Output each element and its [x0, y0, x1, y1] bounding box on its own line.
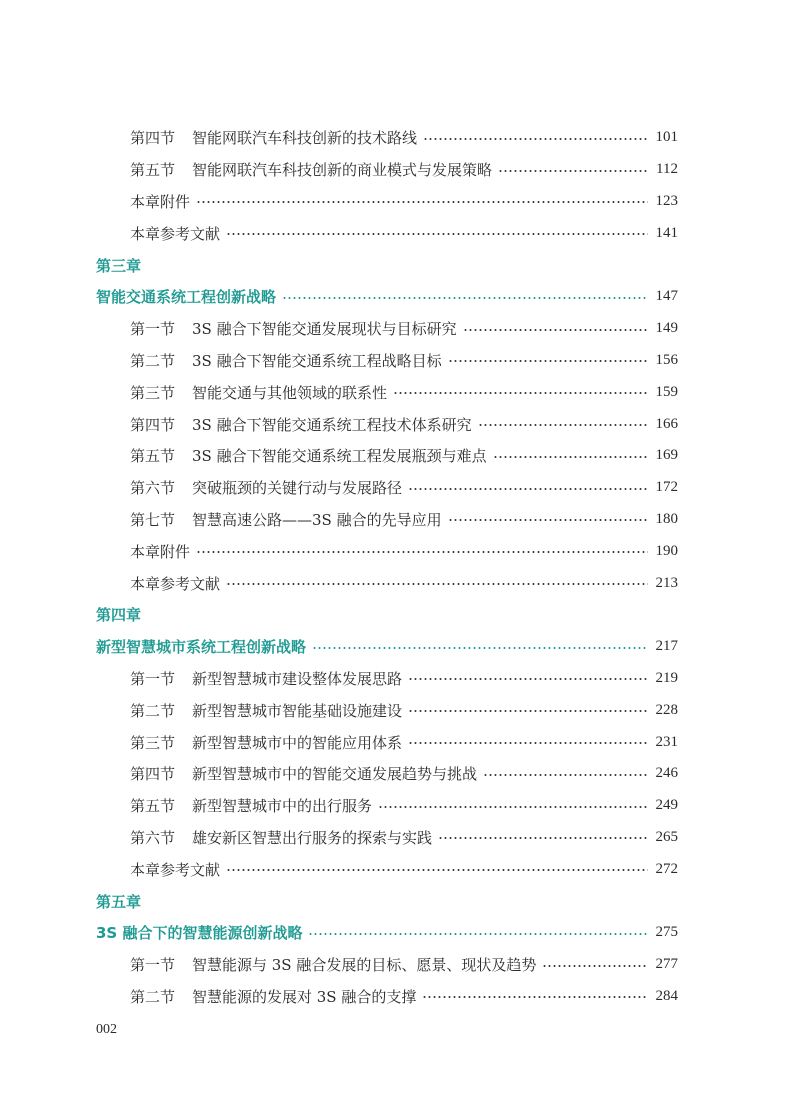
dot-leader — [423, 138, 647, 140]
dot-leader — [196, 201, 647, 203]
section-title: 智能网联汽车科技创新的商业模式与发展策略 — [192, 161, 493, 180]
section-number: 第二节 — [130, 701, 176, 720]
toc-entry[interactable] — [0, 535, 790, 567]
section-number: 第三节 — [130, 383, 176, 402]
section-number: 第六节 — [130, 828, 176, 847]
page-number: 147 — [655, 288, 678, 305]
section-number: 第一节 — [130, 956, 176, 975]
dot-leader — [478, 424, 648, 426]
section-title: 智能网联汽车科技创新的技术路线 — [192, 129, 418, 148]
page-number: 180 — [655, 510, 678, 527]
page-number: 190 — [655, 542, 678, 559]
section-number: 第五节 — [130, 797, 176, 816]
dot-leader — [408, 710, 647, 712]
toc-entry[interactable] — [0, 376, 790, 408]
dot-leader — [408, 742, 647, 744]
section-title: 3S 融合下智能交通系统工程技术体系研究 — [192, 415, 472, 434]
chapter-title-entry[interactable] — [0, 281, 790, 313]
page-number: 272 — [655, 860, 678, 877]
section-number: 第四节 — [130, 415, 176, 434]
dot-leader — [483, 774, 647, 776]
dot-leader — [463, 329, 648, 331]
entry-title: 本章参考文献 — [130, 224, 221, 243]
section-title: 新型智慧城市中的出行服务 — [192, 797, 373, 816]
toc-entry[interactable] — [0, 853, 790, 885]
toc-entry[interactable] — [0, 822, 790, 854]
page-number: 249 — [655, 797, 678, 814]
section-title: 智慧能源的发展对 3S 融合的支撑 — [192, 987, 417, 1006]
entry-title: 本章参考文献 — [130, 574, 221, 593]
section-number: 第六节 — [130, 479, 176, 498]
dot-leader — [226, 869, 647, 871]
section-number: 第一节 — [130, 320, 176, 339]
toc-entry[interactable] — [0, 758, 790, 790]
section-title: 突破瓶颈的关键行动与发展路径 — [192, 479, 403, 498]
dot-leader — [542, 965, 647, 967]
toc-entry[interactable] — [0, 186, 790, 218]
section-title: 新型智慧城市中的智能交通发展趋势与挑战 — [192, 765, 478, 784]
dot-leader — [448, 519, 648, 521]
dot-leader — [282, 297, 647, 299]
section-title: 3S 融合下智能交通系统工程战略目标 — [192, 351, 442, 370]
toc-entry[interactable] — [0, 726, 790, 758]
chapter-title: 智能交通系统工程创新战略 — [96, 288, 277, 307]
section-title: 智慧高速公路——3S 融合的先导应用 — [192, 510, 442, 529]
toc-entry[interactable] — [0, 472, 790, 504]
toc-entry[interactable] — [0, 981, 790, 1013]
entry-title: 本章参考文献 — [130, 860, 221, 879]
page-number: 217 — [655, 638, 678, 655]
entry-title: 本章附件 — [130, 192, 191, 211]
toc-entry[interactable] — [0, 790, 790, 822]
section-title: 智能交通与其他领域的联系性 — [192, 383, 388, 402]
toc-entry[interactable] — [0, 567, 790, 599]
dot-leader — [226, 583, 647, 585]
toc-entry[interactable] — [0, 949, 790, 981]
chapter-title-entry[interactable] — [0, 917, 790, 949]
section-number: 第五节 — [130, 161, 176, 180]
page-number: 166 — [655, 415, 678, 432]
section-number: 第三节 — [130, 733, 176, 752]
page-number: 156 — [655, 351, 678, 368]
page-number: 112 — [656, 161, 678, 178]
section-number: 第七节 — [130, 510, 176, 529]
toc-entry[interactable] — [0, 440, 790, 472]
chapter-label: 第五章 — [96, 892, 142, 911]
chapter-label: 第三章 — [96, 256, 142, 275]
page-number: 284 — [655, 987, 678, 1004]
chapter-label: 第四章 — [96, 606, 142, 625]
section-number: 第二节 — [130, 351, 176, 370]
toc-entry[interactable] — [0, 663, 790, 695]
page-number: 149 — [655, 320, 678, 337]
dot-leader — [448, 360, 648, 362]
section-title: 雄安新区智慧出行服务的探索与实践 — [192, 828, 433, 847]
page-number: 277 — [655, 956, 678, 973]
dot-leader — [312, 647, 647, 649]
dot-leader — [226, 233, 647, 235]
dot-leader — [422, 996, 647, 998]
toc-entry[interactable] — [0, 504, 790, 536]
page-number: 246 — [655, 765, 678, 782]
dot-leader — [408, 488, 647, 490]
chapter-title-entry[interactable] — [0, 631, 790, 663]
page-number: 231 — [655, 733, 678, 750]
page-number: 275 — [655, 924, 678, 941]
page-number: 228 — [655, 701, 678, 718]
toc-entry[interactable] — [0, 154, 790, 186]
section-title: 3S 融合下智能交通发展现状与目标研究 — [192, 320, 457, 339]
toc-entry[interactable] — [0, 694, 790, 726]
page-number: 265 — [655, 828, 678, 845]
chapter-title: 新型智慧城市系统工程创新战略 — [96, 638, 307, 657]
table-of-contents — [0, 122, 790, 1012]
section-number: 第五节 — [130, 447, 176, 466]
section-title: 智慧能源与 3S 融合发展的目标、愿景、现状及趋势 — [192, 956, 537, 975]
toc-entry[interactable] — [0, 408, 790, 440]
page-number: 123 — [655, 192, 678, 209]
section-title: 新型智慧城市中的智能应用体系 — [192, 733, 403, 752]
page-number: 141 — [655, 224, 678, 241]
dot-leader — [493, 456, 648, 458]
folio-page-number: 002 — [96, 1022, 117, 1037]
page-number: 169 — [655, 447, 678, 464]
page-number: 172 — [655, 479, 678, 496]
toc-entry[interactable] — [0, 122, 790, 154]
section-number: 第一节 — [130, 669, 176, 688]
toc-entry[interactable] — [0, 313, 790, 345]
page-number: 213 — [655, 574, 678, 591]
dot-leader — [196, 551, 647, 553]
section-title: 新型智慧城市智能基础设施建设 — [192, 701, 403, 720]
page-number: 159 — [655, 383, 678, 400]
dot-leader — [498, 170, 648, 172]
section-number: 第二节 — [130, 987, 176, 1006]
dot-leader — [408, 678, 647, 680]
section-title: 3S 融合下智能交通系统工程发展瓶颈与难点 — [192, 447, 487, 466]
dot-leader — [438, 837, 647, 839]
section-title: 新型智慧城市建设整体发展思路 — [192, 669, 403, 688]
toc-entry[interactable] — [0, 345, 790, 377]
page-number: 101 — [655, 129, 678, 146]
section-number: 第四节 — [130, 765, 176, 784]
section-number: 第四节 — [130, 129, 176, 148]
toc-entry[interactable] — [0, 217, 790, 249]
chapter-title: 3S 融合下的智慧能源创新战略 — [96, 924, 303, 943]
dot-leader — [393, 392, 647, 394]
dot-leader — [378, 806, 647, 808]
entry-title: 本章附件 — [130, 542, 191, 561]
dot-leader — [308, 933, 647, 935]
page-number: 219 — [655, 669, 678, 686]
